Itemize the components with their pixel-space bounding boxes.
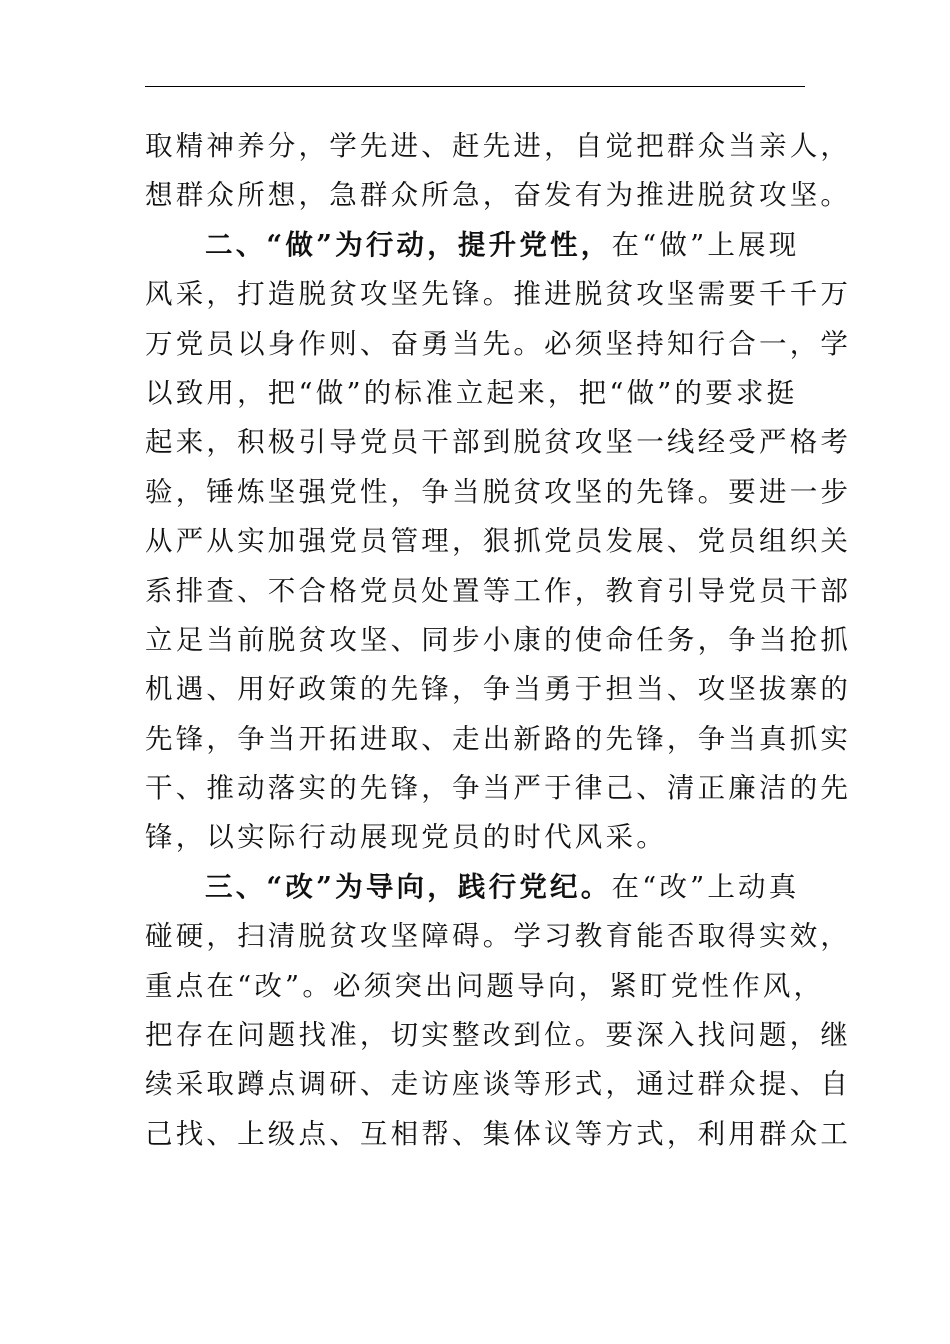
section-heading: 三、“改”为导向，践行党纪。 bbox=[205, 870, 612, 903]
body-text: 锋，以实际行动展现党员的时代风采。 bbox=[145, 821, 667, 854]
text-line bbox=[145, 764, 852, 813]
text-line bbox=[145, 270, 852, 319]
text-line bbox=[145, 813, 815, 862]
text-line bbox=[145, 171, 852, 220]
text-line bbox=[145, 616, 852, 665]
body-text: 立足当前脱贫攻坚、同步小康的使命任务，争当抢抓 bbox=[145, 623, 852, 656]
text-line bbox=[145, 122, 852, 171]
body-text: 续采取蹲点调研、走访座谈等形式，通过群众提、自 bbox=[145, 1068, 852, 1101]
body-text: 在“改”上动真 bbox=[611, 870, 800, 903]
body-text: 系排查、不合格党员处置等工作，教育引导党员干部 bbox=[145, 574, 852, 607]
text-line bbox=[145, 962, 825, 1011]
body-text: 验，锤炼坚强党性，争当脱贫攻坚的先锋。要进一步 bbox=[145, 475, 852, 508]
body-text: 干、推动落实的先锋，争当严于律己、清正廉洁的先 bbox=[145, 772, 852, 805]
body-text: 想群众所想，急群众所急，奋发有为推进脱贫攻坚。 bbox=[145, 179, 852, 212]
text-line bbox=[145, 1060, 852, 1109]
body-text: 在“做”上展现 bbox=[611, 228, 800, 261]
text-line bbox=[145, 715, 852, 764]
body-text: 碰硬，扫清脱贫攻坚障碍。学习教育能否取得实效， bbox=[145, 920, 852, 953]
text-line bbox=[145, 1011, 852, 1060]
text-line bbox=[145, 665, 852, 714]
document-body bbox=[145, 122, 852, 1159]
text-line bbox=[145, 912, 852, 961]
body-text: 万党员以身作则、奋勇当先。必须坚持知行合一，学 bbox=[145, 327, 852, 360]
body-text: 从严从实加强党员管理，狠抓党员发展、党员组织关 bbox=[145, 525, 852, 558]
text-line bbox=[145, 221, 815, 270]
section-heading: 二、“做”为行动，提升党性， bbox=[205, 228, 612, 261]
body-text: 起来，积极引导党员干部到脱贫攻坚一线经受严格考 bbox=[145, 426, 852, 459]
body-text: 重点在“改”。必须突出问题导向，紧盯党性作风， bbox=[145, 969, 825, 1002]
body-text: 风采，打造脱贫攻坚先锋。推进脱贫攻坚需要千千万 bbox=[145, 278, 852, 311]
body-text: 以致用，把“做”的标准立起来，把“做”的要求挺 bbox=[145, 376, 798, 409]
text-line bbox=[145, 418, 852, 467]
text-line bbox=[145, 369, 815, 418]
text-line bbox=[145, 320, 852, 369]
text-line bbox=[145, 567, 852, 616]
body-text: 取精神养分，学先进、赶先进，自觉把群众当亲人， bbox=[145, 130, 852, 162]
body-text: 己找、上级点、互相帮、集体议等方式，利用群众工 bbox=[145, 1117, 852, 1150]
body-text: 先锋，争当开拓进取、走出新路的先锋，争当真抓实 bbox=[145, 722, 852, 755]
text-line bbox=[145, 517, 852, 566]
text-line bbox=[145, 863, 815, 912]
header-rule bbox=[145, 86, 805, 87]
text-line bbox=[145, 1110, 852, 1159]
body-text: 把存在问题找准，切实整改到位。要深入找问题，继 bbox=[145, 1019, 852, 1052]
body-text: 机遇、用好政策的先锋，争当勇于担当、攻坚拔寨的 bbox=[145, 673, 852, 706]
text-line bbox=[145, 468, 852, 517]
